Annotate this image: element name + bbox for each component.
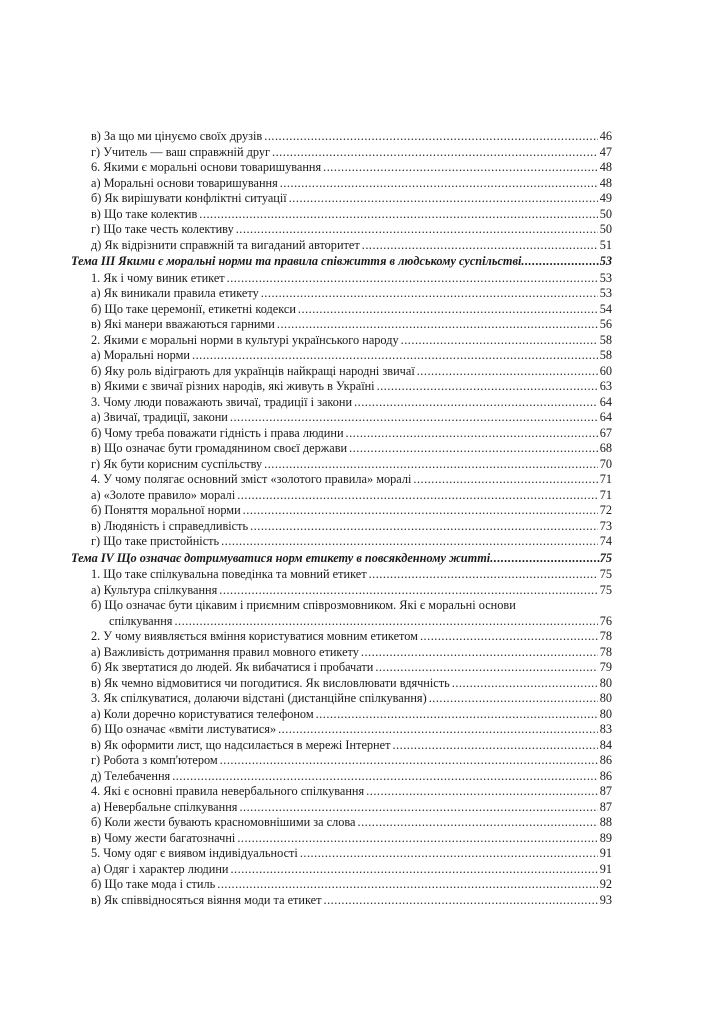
toc-page-number: 87 (599, 784, 612, 798)
toc-entry-title: 4. У чому полягає основний зміст «золотого правила» моралі (91, 472, 412, 486)
toc-entry-title: 6. Якими є моральні основи товаришування (91, 160, 322, 174)
toc-entry-title: 1. Що таке спілкувальна поведінка та мовний етикет (91, 567, 367, 581)
toc-leader-dots (362, 238, 598, 254)
toc-page-number: 54 (599, 301, 612, 316)
toc-leader-dots (316, 707, 598, 723)
toc-entry (71, 191, 612, 207)
toc-leader-dots (174, 614, 597, 630)
toc-entry (71, 519, 612, 535)
toc-entry-title: 2. Якими є моральні норми в культурі українського народу (91, 332, 399, 347)
toc-page-number: 86 (599, 753, 612, 767)
toc-entry (71, 629, 612, 645)
toc-entry (71, 364, 612, 380)
toc-entry (71, 379, 612, 395)
toc-entry-title: а) Культура спілкування (91, 582, 218, 597)
toc-leader-dots (354, 395, 598, 411)
toc-page-number: 89 (599, 830, 612, 845)
toc-leader-dots (236, 222, 598, 238)
toc-leader-dots (369, 567, 598, 583)
toc-entry-title: в) Як чемно відмовитися чи погодитися. Як висловлювати вдячність (91, 675, 450, 690)
toc-entry-title: б) Що таке мода і стиль (91, 877, 216, 891)
toc-page-number: 80 (599, 691, 612, 705)
toc-entry-title: а) «Золоте правило» моралі (91, 487, 236, 502)
toc-leader-dots (237, 831, 597, 847)
toc-page-number: 83 (599, 722, 612, 736)
toc-leader-dots (217, 877, 597, 893)
toc-entry (71, 271, 612, 287)
toc-entry-title: а) Коли доречно користуватися телефоном (91, 706, 314, 721)
toc-topic-heading (71, 254, 612, 270)
toc-entry-title: в) Що таке колектив (91, 206, 198, 221)
toc-entry (71, 707, 612, 723)
toc-entry (71, 567, 612, 583)
toc-page-number: 87 (599, 799, 612, 814)
toc-entry (71, 598, 612, 629)
toc-entry-title: г) Учитель — ваш справжній друг (91, 144, 271, 159)
toc-page-number: 78 (599, 644, 612, 659)
toc-leader-dots (221, 534, 598, 550)
toc-page-number: 48 (599, 160, 612, 174)
toc-page-number: 78 (599, 629, 612, 643)
toc-leader-dots (377, 379, 598, 395)
toc-entry-title: 3. Чому люди поважають звичаї, традиції і закони (91, 394, 353, 409)
toc-page-number: 74 (599, 534, 612, 548)
toc-entry-title-continuation: спілкування (109, 613, 173, 628)
toc-entry-title: б) Що означає бути цікавим і приємним співрозмовником. Які є моральні основи (91, 598, 516, 612)
toc-entry-title: в) За що ми цінуємо своїх друзів (91, 129, 263, 143)
toc-page-number: 51 (599, 237, 612, 252)
toc-entry-title: г) Робота з комп'ютером (91, 753, 218, 767)
toc-page-number: 67 (599, 425, 612, 440)
toc-entry-title: б) Чому треба поважати гідність і права людини (91, 425, 344, 440)
toc-leader-dots (230, 410, 598, 426)
toc-entry (71, 160, 612, 176)
toc-leader-dots (521, 254, 599, 270)
toc-entry (71, 286, 612, 302)
toc-page-number: 88 (599, 815, 612, 829)
toc-leader-dots (349, 441, 598, 457)
toc-entry (71, 800, 612, 816)
toc-page-number: 56 (599, 317, 612, 331)
toc-leader-dots (413, 472, 597, 488)
toc-page-number: 49 (599, 191, 612, 205)
toc-entry-title: а) Моральні основи товаришування (91, 175, 278, 190)
toc-entry (71, 333, 612, 349)
toc-leader-dots (298, 302, 598, 318)
toc-entry-title: а) Звичаї, традиції, закони (91, 410, 228, 424)
toc-entry-title: а) Одяг і характер людини (91, 861, 229, 876)
toc-page-number: 75 (599, 550, 612, 565)
toc-leader-dots (401, 333, 598, 349)
toc-page-number: 75 (599, 582, 612, 597)
toc-entry (71, 129, 612, 145)
toc-entry (71, 472, 612, 488)
toc-page-number: 53 (599, 286, 612, 300)
toc-leader-dots (324, 893, 598, 909)
toc-leader-dots (243, 503, 598, 519)
toc-leader-dots (192, 348, 598, 364)
table-of-contents (71, 129, 612, 908)
toc-page-number: 72 (599, 503, 612, 517)
toc-entry (71, 738, 612, 754)
toc-entry (71, 207, 612, 223)
toc-entry (71, 722, 612, 738)
toc-leader-dots (300, 846, 598, 862)
toc-leader-dots (219, 583, 597, 599)
toc-entry-title: в) Людяність і справедливість (91, 518, 249, 533)
toc-leader-dots (420, 629, 598, 645)
toc-entry-title: 5. Чому одяг є виявом індивідуальності (91, 846, 298, 860)
toc-entry-title: г) Що таке пристойність (91, 534, 220, 548)
toc-leader-dots (323, 160, 598, 176)
toc-entry (71, 222, 612, 238)
toc-leader-dots (490, 551, 600, 567)
toc-entry (71, 488, 612, 504)
toc-entry-title: б) Як вирішувати конфліктні ситуації (91, 191, 287, 205)
toc-page-number: 70 (599, 456, 612, 471)
toc-page-number: 58 (599, 348, 612, 362)
toc-page-number: 48 (599, 175, 612, 190)
toc-leader-dots (289, 191, 598, 207)
toc-page-number: 75 (599, 567, 612, 581)
toc-leader-dots (227, 271, 598, 287)
toc-entry (71, 691, 612, 707)
toc-page-number: 76 (599, 613, 612, 628)
toc-entry (71, 815, 612, 831)
toc-leader-dots (361, 645, 598, 661)
toc-leader-dots (366, 784, 598, 800)
toc-page-number: 73 (599, 518, 612, 533)
toc-topic-title: Тема ІІІ Якими є моральні норми та правила співжиття в людському суспільстві (71, 254, 522, 268)
toc-entry-title: 4. Які є основні правила невербального спілкування (91, 784, 365, 798)
toc-entry-title: в) Які манери вважаються гарними (91, 317, 275, 331)
toc-entry (71, 862, 612, 878)
toc-page-number: 71 (599, 472, 612, 486)
toc-leader-dots (417, 364, 598, 380)
toc-leader-dots (264, 457, 598, 473)
toc-entry (71, 426, 612, 442)
toc-entry-title: б) Яку роль відіграють для українців найкращі народні звичаї (91, 363, 415, 378)
toc-page-number: 63 (599, 379, 612, 393)
toc-entry (71, 145, 612, 161)
toc-entry (71, 503, 612, 519)
toc-page-number: 79 (599, 660, 612, 674)
toc-entry (71, 348, 612, 364)
toc-entry (71, 877, 612, 893)
toc-entry-title: б) Поняття моральної норми (91, 503, 241, 517)
toc-topic-heading (71, 551, 612, 567)
toc-entry-title: б) Коли жести бувають красномовнішими за слова (91, 815, 356, 829)
toc-entry-title: а) Моральні норми (91, 348, 190, 362)
toc-leader-dots (392, 738, 597, 754)
toc-page-number: 80 (599, 706, 612, 721)
toc-entry (71, 317, 612, 333)
toc-page-number: 68 (599, 441, 612, 455)
toc-leader-dots (375, 660, 597, 676)
toc-leader-dots (261, 286, 598, 302)
toc-leader-dots (280, 176, 598, 192)
toc-entry (71, 660, 612, 676)
toc-page-number: 71 (599, 487, 612, 502)
toc-entry (71, 441, 612, 457)
toc-entry (71, 534, 612, 550)
toc-entry (71, 645, 612, 661)
toc-entry-title: в) Як оформити лист, що надсилається в мережі Інтернет (91, 737, 391, 752)
toc-topic-title: Тема IV Що означає дотримуватися норм етикету в повсякденному житті (71, 550, 491, 565)
toc-entry (71, 583, 612, 599)
toc-leader-dots (272, 145, 598, 161)
toc-leader-dots (264, 129, 597, 145)
toc-entry-title: б) Що означає «вміти листуватися» (91, 722, 277, 736)
toc-leader-dots (250, 519, 598, 535)
toc-entry (71, 846, 612, 862)
toc-page-number: 64 (599, 410, 612, 424)
toc-entry-title: в) Якими є звичаї різних народів, які живуть в Україні (91, 379, 375, 393)
toc-page-number: 46 (599, 129, 612, 143)
toc-entry (71, 395, 612, 411)
toc-entry-title: д) Телебачення (91, 768, 171, 783)
toc-leader-dots (278, 722, 598, 738)
toc-page-number: 80 (599, 675, 612, 690)
toc-leader-dots (230, 862, 597, 878)
toc-entry-title: а) Як виникали правила етикету (91, 286, 259, 300)
toc-entry (71, 410, 612, 426)
toc-entry-title: г) Як бути корисним суспільству (91, 456, 263, 471)
toc-entry (71, 769, 612, 785)
toc-entry-title: б) Як звертатися до людей. Як вибачатися і пробачати (91, 660, 374, 674)
toc-entry (71, 831, 612, 847)
toc-page-number: 50 (599, 222, 612, 236)
toc-entry-title: б) Що таке церемонії, етикетні кодекси (91, 301, 296, 316)
toc-entry (71, 893, 612, 909)
toc-entry (71, 302, 612, 318)
toc-entry (71, 176, 612, 192)
toc-entry-title: в) Що означає бути громадянином своєї держави (91, 441, 348, 455)
toc-page-number: 53 (599, 270, 612, 285)
toc-leader-dots (277, 317, 598, 333)
toc-page-number: 64 (599, 394, 612, 409)
toc-entry-title: 3. Як спілкуватися, долаючи відстані (дистанційне спілкування) (91, 691, 427, 705)
toc-leader-dots (237, 488, 597, 504)
toc-entry-title: в) Чому жести багатозначні (91, 830, 236, 845)
toc-entry-title: а) Невербальне спілкування (91, 799, 238, 814)
toc-leader-dots (220, 753, 598, 769)
toc-entry-title: г) Що таке честь колективу (91, 222, 234, 236)
toc-page-number: 86 (599, 768, 612, 783)
toc-entry (71, 753, 612, 769)
toc-entry-title: 1. Як і чому виник етикет (91, 270, 225, 285)
toc-page-number: 91 (599, 846, 612, 860)
toc-leader-dots (199, 207, 597, 223)
toc-entry (71, 238, 612, 254)
toc-page-number: 84 (599, 737, 612, 752)
toc-page-number: 60 (599, 363, 612, 378)
toc-entry-title: 2. У чому виявляється вміння користуватися мовним етикетом (91, 629, 418, 643)
toc-page-number: 58 (599, 332, 612, 347)
toc-leader-dots (358, 815, 598, 831)
toc-page-number: 47 (599, 144, 612, 159)
toc-entry-title: а) Важливість дотримання правил мовного етикету (91, 644, 359, 659)
toc-leader-dots (239, 800, 597, 816)
toc-entry (71, 676, 612, 692)
toc-page-number: 91 (599, 861, 612, 876)
toc-page-number: 50 (599, 206, 612, 221)
toc-page-number: 93 (599, 892, 612, 907)
toc-page-number: 53 (599, 254, 612, 268)
toc-leader-dots (452, 676, 598, 692)
toc-leader-dots (429, 691, 598, 707)
toc-entry (71, 784, 612, 800)
toc-leader-dots (172, 769, 598, 785)
toc-entry-title: д) Як відрізнити справжній та вигаданий авторитет (91, 237, 360, 252)
toc-entry-title: в) Як співвідносяться віяння моди та етикет (91, 892, 322, 907)
toc-page-number: 92 (599, 877, 612, 891)
toc-leader-dots (346, 426, 598, 442)
toc-entry (71, 457, 612, 473)
